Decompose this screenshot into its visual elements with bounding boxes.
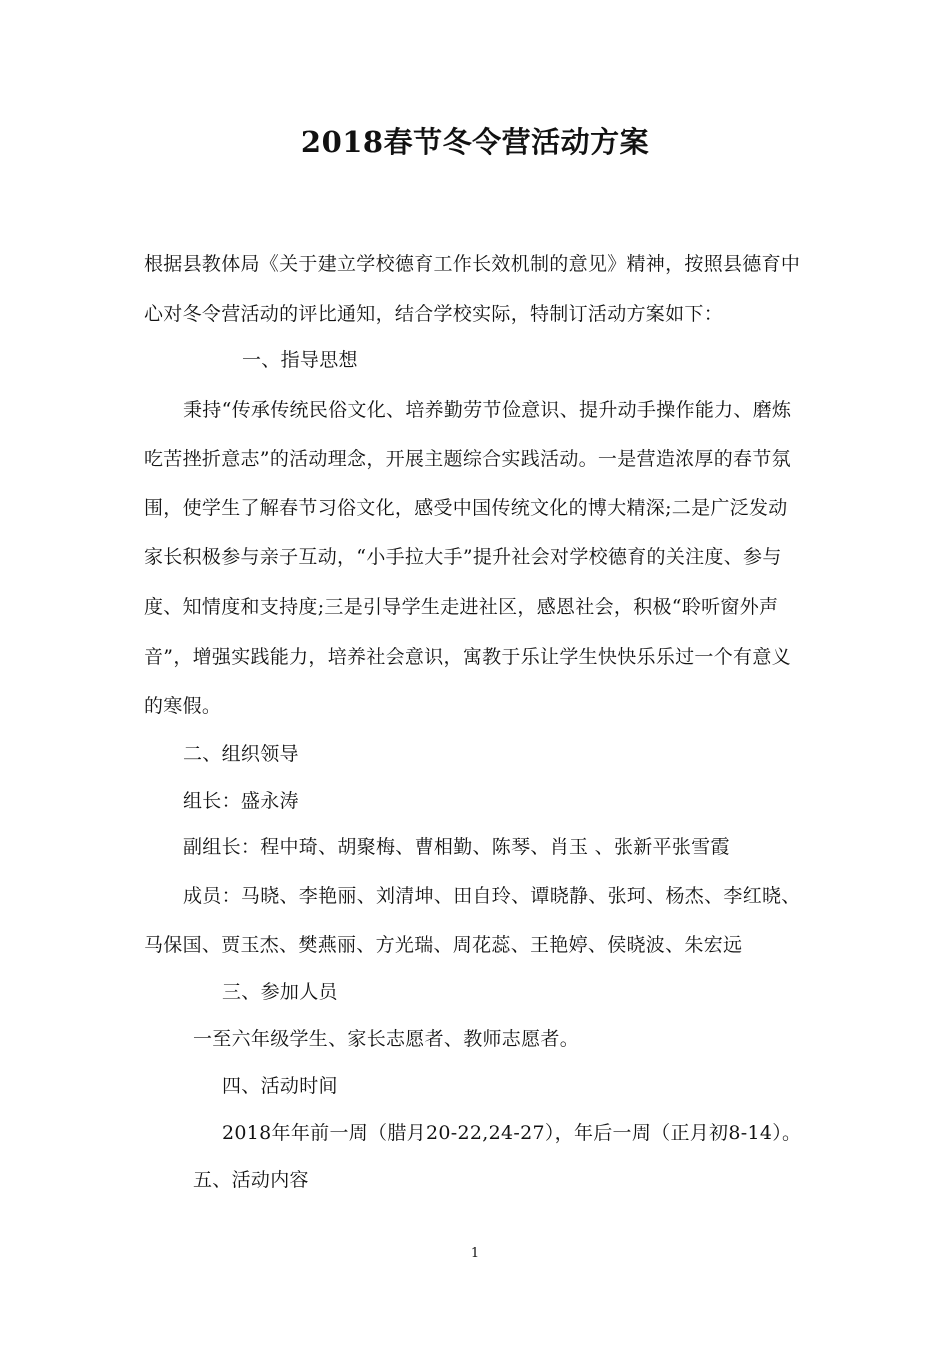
guiding-paragraph-line-5: 度、知情度和支持度;三是引导学生走进社区，感恩社会，积极“聆听窗外声	[144, 596, 779, 618]
section-heading-activity-time: 四、活动时间	[222, 1075, 338, 1097]
guiding-paragraph-line-3: 围，使学生了解春节习俗文化，感受中国传统文化的博大精深;二是广泛发动	[144, 497, 788, 519]
guiding-paragraph-line-1: 秉持“传承传统民俗文化、培养勤劳节俭意识、提升动手操作能力、磨炼	[183, 399, 792, 421]
section-heading-organization: 二、组织领导	[183, 743, 299, 765]
section-heading-participants: 三、参加人员	[222, 981, 338, 1003]
section-heading-activity-content: 五、活动内容	[193, 1169, 309, 1191]
guiding-paragraph-line-4: 家长积极参与亲子互动，“小手拉大手”提升社会对学校德育的关注度、参与	[144, 546, 782, 568]
page-number: 1	[470, 1246, 480, 1261]
intro-line-1: 根据县教体局《关于建立学校德育工作长效机制的意见》精神，按照县德育中	[144, 253, 801, 275]
participants-line: 一至六年级学生、家长志愿者、教师志愿者。	[193, 1028, 580, 1050]
members-line-1: 成员：马晓、李艳丽、刘清坤、田自玲、谭晓静、张珂、杨杰、李红晓、	[183, 885, 801, 907]
guiding-paragraph-line-2: 吃苦挫折意志”的活动理念，开展主题综合实践活动。一是营造浓厚的春节氛	[144, 448, 791, 470]
guiding-paragraph-line-6: 音”，增强实践能力，培养社会意识，寓教于乐让学生快快乐乐过一个有意义	[144, 646, 791, 668]
document-title: 2018春节冬令营活动方案	[300, 125, 650, 159]
guiding-paragraph-line-7: 的寒假。	[144, 695, 222, 717]
activity-time-line: 2018年年前一周（腊月20-22,24-27），年后一周（正月初8-14）。	[222, 1122, 802, 1144]
deputy-leader-line: 副组长：程中琦、胡聚梅、曹相勤、陈琴、肖玉 、张新平张雪霞	[183, 836, 730, 858]
section-heading-guiding-thought: 一、指导思想	[242, 349, 358, 371]
leader-line: 组长：盛永涛	[183, 790, 299, 812]
members-line-2: 马保国、贾玉杰、樊燕丽、方光瑞、周花蕊、王艳婷、侯晓波、朱宏远	[144, 934, 743, 956]
intro-line-2: 心对冬令营活动的评比通知，结合学校实际，特制订活动方案如下：	[144, 303, 724, 325]
